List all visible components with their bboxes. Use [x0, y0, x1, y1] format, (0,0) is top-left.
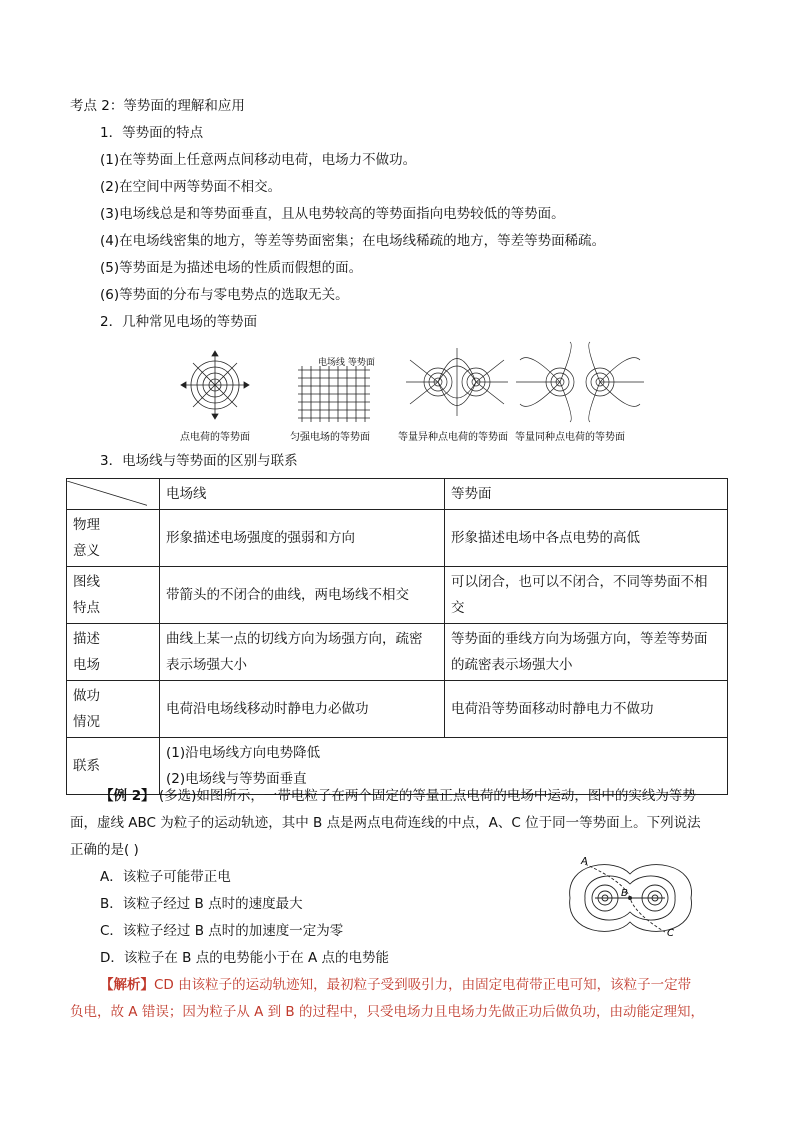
- table-cell: 曲线上某一点的切线方向为场强方向，疏密: [166, 631, 423, 647]
- diagonal-line: [67, 481, 147, 507]
- table-row: [67, 510, 728, 567]
- header-equipotential: 等势面: [445, 479, 728, 510]
- row-label: 描述: [73, 631, 100, 647]
- analysis-line-2: 负电，故 A 错误；因为粒子从 A 到 B 的过程中，只受电场力且电场力先做正功后做负功，由动能定理知，: [70, 1004, 704, 1020]
- table-cell: 可以闭合，也可以不闭合，不同等势面不相: [451, 574, 708, 590]
- row-label: 联系: [67, 738, 160, 795]
- table-cell: (1)沿电场线方向电势降低: [166, 745, 321, 761]
- table-cell: 电荷沿电场线移动时静电力必做功: [160, 681, 445, 738]
- caption-opposite-charges: 等量异种点电荷的等势面: [398, 432, 508, 443]
- table-header-row: [67, 479, 728, 510]
- option-a: A．该粒子可能带正电: [100, 869, 231, 885]
- table-row: [67, 567, 728, 624]
- table-cell: 形象描述电场强度的强弱和方向: [160, 510, 445, 567]
- example-figure: [555, 852, 705, 944]
- table-cell: 带箭头的不闭合的曲线，两电场线不相交: [160, 567, 445, 624]
- table-cell: 形象描述电场中各点电势的高低: [445, 510, 728, 567]
- table-cell: 表示场强大小: [166, 657, 247, 673]
- list-item: (5)等势面是为描述电场的性质而假想的面。: [100, 260, 363, 276]
- analysis-text: CD 由该粒子的运动轨迹知，最初粒子受到吸引力，由固定电荷带正电可知，该粒子一定带: [154, 977, 692, 993]
- list-item: (4)在电场线密集的地方，等差等势面密集；在电场线稀疏的地方，等差等势面稀疏。: [100, 233, 606, 249]
- table-cell: 电荷沿等势面移动时静电力不做功: [445, 681, 728, 738]
- caption-uniform-field: 匀强电场的等势面: [290, 432, 370, 443]
- list-item: (1)在等势面上任意两点间移动电荷，电场力不做功。: [100, 152, 417, 168]
- label-c: C: [667, 928, 674, 939]
- row-label: 电场: [73, 657, 100, 673]
- point-charge-figure: [181, 351, 249, 419]
- section2-title: 2．几种常见电场的等势面: [100, 314, 258, 330]
- caption-like-charges: 等量同种点电荷的等势面: [515, 432, 625, 443]
- equipotential-figures: [170, 340, 650, 448]
- example-line-3: 正确的是( ): [70, 842, 139, 858]
- label-b: B: [621, 888, 628, 899]
- table-cell: 交: [451, 600, 465, 616]
- option-c: C．该粒子经过 B 点时的加速度一定为零: [100, 923, 344, 939]
- row-label: 特点: [73, 600, 100, 616]
- uniform-field-figure: [298, 366, 370, 422]
- row-label: 做功: [73, 688, 100, 704]
- comparison-table: [66, 478, 728, 795]
- example-line-1: [100, 786, 696, 806]
- row-label: 物理: [73, 517, 100, 533]
- analysis-tag: 【解析】: [100, 977, 154, 993]
- analysis-line-1: [100, 975, 691, 995]
- row-label: 图线: [73, 574, 100, 590]
- row-label: 意义: [73, 543, 100, 559]
- opposite-charges-figure: [406, 348, 508, 416]
- list-item: (3)电场线总是和等势面垂直，且从电势较高的等势面指向电势较低的等势面。: [100, 206, 565, 222]
- table-row: [67, 624, 728, 681]
- header-field-lines: 电场线: [160, 479, 445, 510]
- option-d: D．该粒子在 B 点的电势能小于在 A 点的电势能: [100, 950, 390, 966]
- table-cell: 的疏密表示场强大小: [451, 657, 573, 673]
- section1-title: 1．等势面的特点: [100, 125, 204, 141]
- list-item: (2)在空间中两等势面不相交。: [100, 179, 282, 195]
- example-line-2: 面，虚线 ABC 为粒子的运动轨迹，其中 B 点是两点电荷连线的中点，A、C 位于同一等势面上。下列说法: [70, 815, 701, 831]
- section-heading: 考点 2：等势面的理解和应用: [70, 98, 245, 114]
- list-item: (6)等势面的分布与零电势点的选取无关。: [100, 287, 349, 303]
- section3-title: 3．电场线与等势面的区别与联系: [100, 453, 298, 469]
- table-cell: (2)电场线与等势面垂直: [166, 771, 307, 787]
- uniform-field-labels: 电场线 等势面: [318, 358, 375, 368]
- label-a: A: [581, 856, 588, 867]
- point-b-marker: [628, 896, 632, 900]
- example-tag: 【例 2】: [100, 788, 155, 804]
- example-text: (多选)如图所示，一带电粒子在两个固定的等量正点电荷的电场中运动，图中的实线为等势: [154, 788, 696, 804]
- caption-point-charge: 点电荷的等势面: [180, 432, 250, 443]
- table-cell: 等势面的垂线方向为场强方向，等差等势面: [451, 631, 708, 647]
- table-row: [67, 681, 728, 738]
- row-label: 情况: [73, 714, 100, 730]
- like-charges-figure: [516, 342, 644, 422]
- option-b: B．该粒子经过 B 点时的速度最大: [100, 896, 303, 912]
- diagonal-header-cell: [67, 479, 160, 510]
